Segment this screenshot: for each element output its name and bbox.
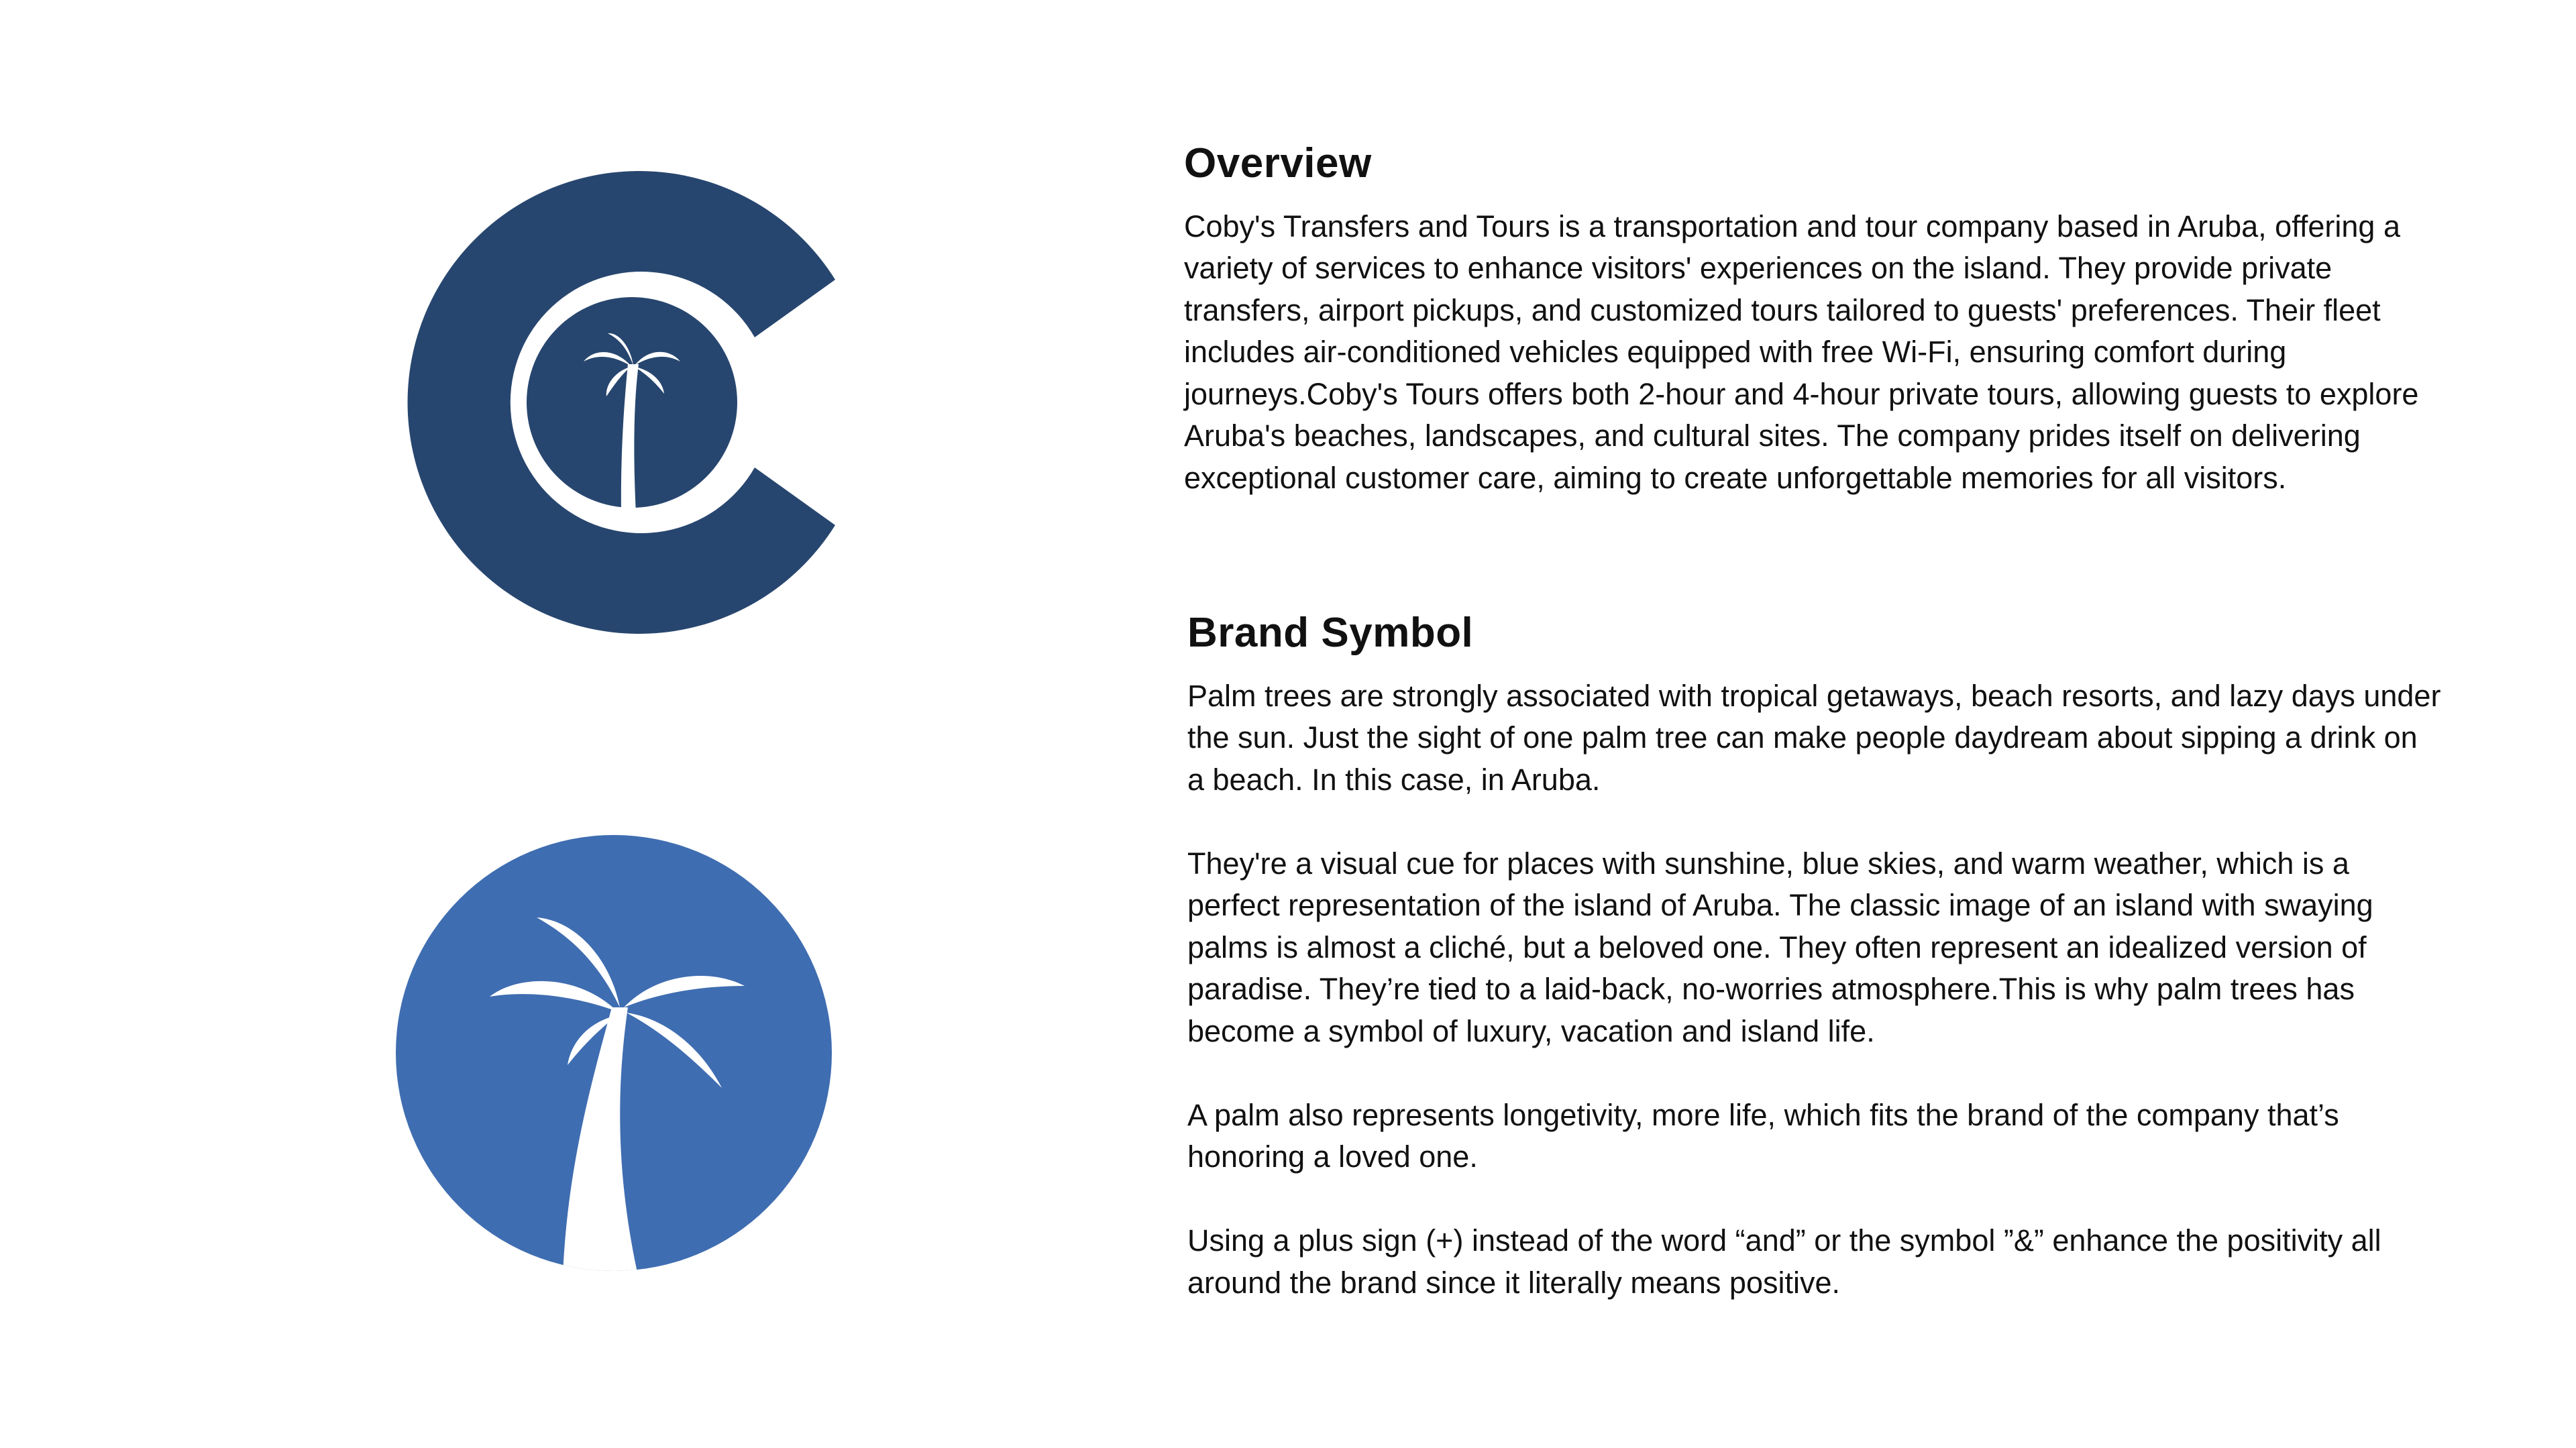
overview-heading: Overview	[1184, 140, 1372, 186]
brand-symbol-paragraph: Using a plus sign (+) instead of the word “and” or the symbol ”&” enhance the positivity all around the brand since it literally means positive.	[1187, 1223, 2381, 1300]
letter-c-palm-tree-logo	[389, 171, 845, 634]
brand-symbol-section	[1187, 607, 2475, 1304]
overview-body: Coby's Transfers and Tours is a transportation and tour company based in Aruba, offering a variety of services to enhance visitors' experiences on the island. They provide private transfers, airport pickups, and customized tours tailored to guests' preferences. Their fleet includes air-conditioned vehicles equipped with free Wi-Fi, ensuring comfort during journeys.Coby's Tours offers both 2-hour and 4-hour private tours, allowing guests to explore Aruba's beaches, landscapes, and cultural sites. The company prides itself on delivering exceptional customer care, aiming to create unforgettable memories for all visitors.	[1184, 209, 2419, 495]
overview-section	[1184, 137, 2472, 499]
brand-symbol-paragraph: Palm trees are strongly associated with tropical getaways, beach resorts, and lazy days under the sun. Just the sight of one palm tree can make people daydream about sipping a drink on a beach. In this case, in Aruba.	[1187, 678, 2441, 797]
brand-symbol-heading: Brand Symbol	[1187, 610, 1474, 656]
brand-symbol-paragraph: They're a visual cue for places with sunshine, blue skies, and warm weather, which is a perfect representation of the island of Aruba. The classic image of an island with swaying palms is almost a cliché, but a beloved one. They often represent an idealized version of paradise. They’re tied to a laid-back, no-worries atmosphere.This is why palm trees has become a symbol of luxury, vacation and island life.	[1187, 846, 2373, 1048]
palm-tree-circle-logo	[396, 832, 832, 1274]
brand-symbol-paragraph: A palm also represents longetivity, more life, which fits the brand of the company that’s honoring a loved one.	[1187, 1097, 2339, 1174]
